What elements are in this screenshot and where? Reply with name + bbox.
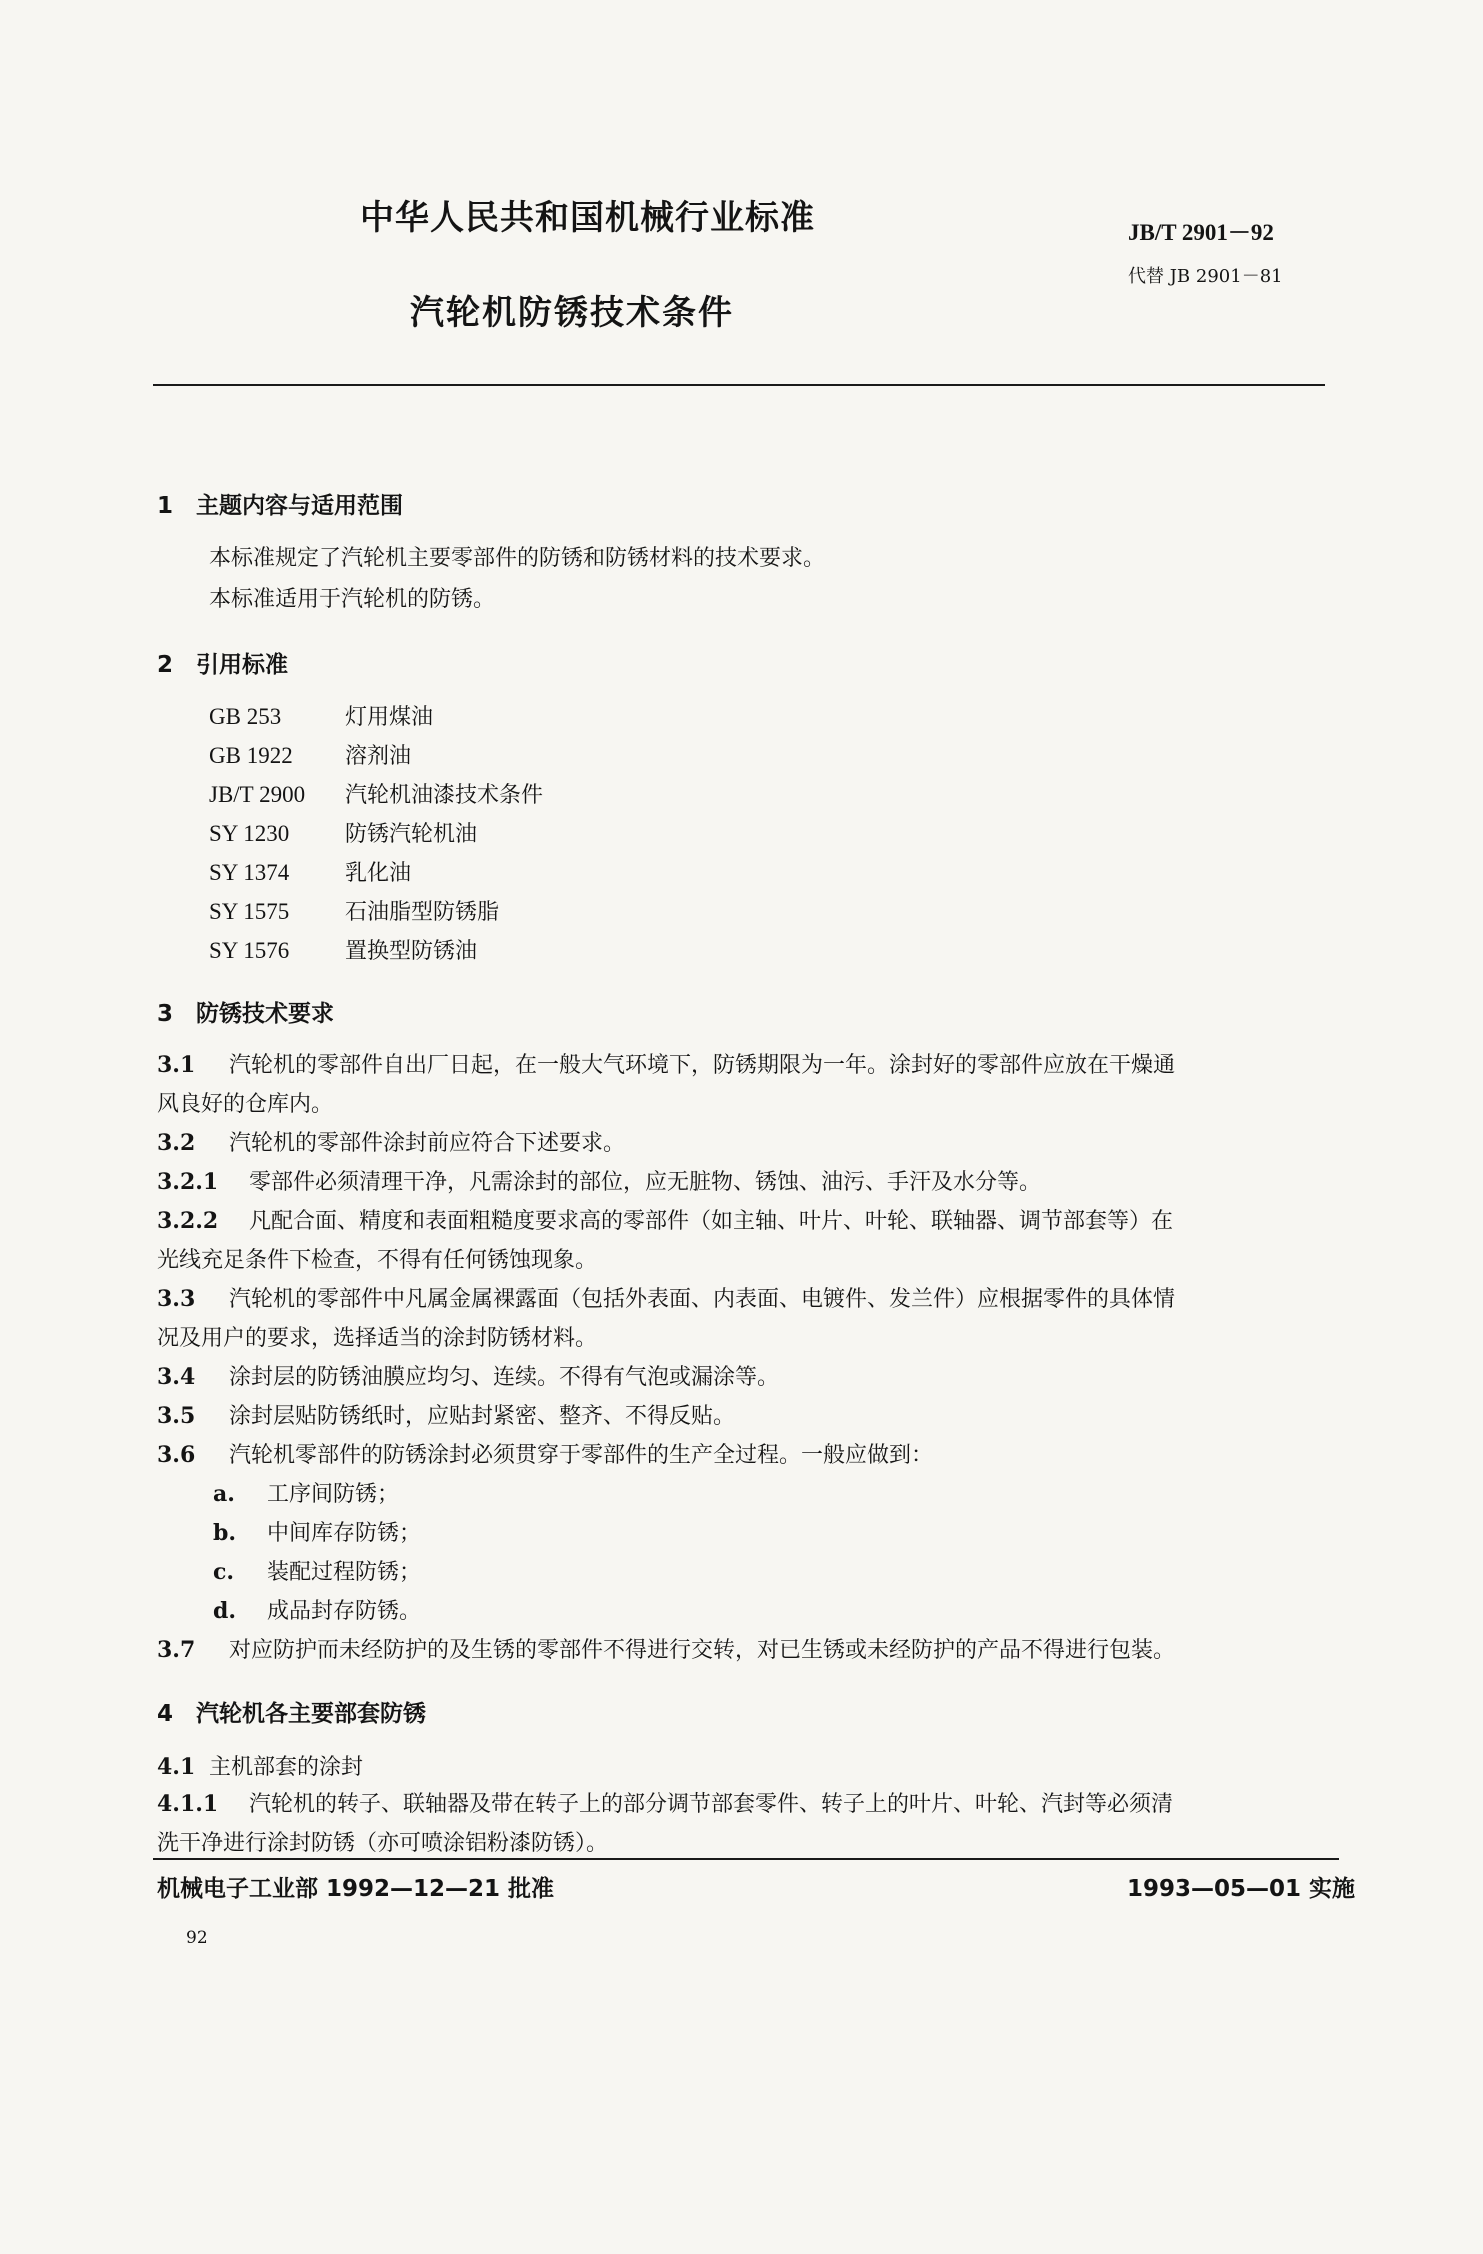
list-text: 中间库存防锈； xyxy=(267,1521,422,1546)
reference-name: 石油脂型防锈脂 xyxy=(345,900,500,925)
clause-3-2-2-continued: 光线充足条件下检查，不得有任何锈蚀现象。 xyxy=(157,1248,598,1273)
section-3-heading: 3 防锈技术要求 xyxy=(157,1001,335,1027)
list-marker: a. xyxy=(213,1481,235,1507)
replaces-note: 代替 JB 2901－81 xyxy=(1128,266,1283,287)
list-marker: b. xyxy=(213,1520,237,1546)
footer-divider xyxy=(153,1858,1339,1860)
reference-code: SY 1576 xyxy=(209,938,290,963)
clause-text: 汽轮机的零部件自出厂日起，在一般大气环境下，防锈期限为一年。涂封好的零部件应放在干燥通 xyxy=(229,1053,1176,1078)
reference-row xyxy=(209,778,543,809)
reference-row xyxy=(209,856,411,887)
clause-3-6 xyxy=(157,1438,933,1469)
reference-code: SY 1575 xyxy=(209,899,290,924)
reference-code: SY 1230 xyxy=(209,821,290,846)
clause-3-5 xyxy=(157,1399,735,1430)
list-item xyxy=(213,1516,421,1547)
reference-row xyxy=(209,700,433,731)
clause-text: 凡配合面、精度和表面粗糙度要求高的零部件（如主轴、叶片、叶轮、联轴器、调节部套等）在 xyxy=(249,1209,1174,1234)
clause-text: 涂封层贴防锈纸时，应贴封紧密、整齐、不得反贴。 xyxy=(229,1404,736,1429)
reference-name: 防锈汽轮机油 xyxy=(345,822,478,847)
clause-3-3-continued: 况及用户的要求，选择适当的涂封防锈材料。 xyxy=(157,1326,598,1351)
clause-3-2-1 xyxy=(157,1165,1041,1196)
document-title: 汽轮机防锈技术条件 xyxy=(410,293,734,333)
clause-number: 4.1 xyxy=(157,1754,196,1780)
clause-4-1-1-continued: 洗干净进行涂封防锈（亦可喷涂铝粉漆防锈）。 xyxy=(157,1831,609,1856)
list-item xyxy=(213,1555,421,1586)
reference-code: GB 253 xyxy=(209,704,282,729)
section-1-paragraph: 本标准规定了汽轮机主要零部件的防锈和防锈材料的技术要求。 xyxy=(209,546,826,571)
clause-text: 汽轮机的零部件涂封前应符合下述要求。 xyxy=(229,1131,626,1156)
reference-row xyxy=(209,895,499,926)
clause-text: 主机部套的涂封 xyxy=(209,1755,364,1780)
clause-4-1 xyxy=(157,1750,363,1781)
reference-code: GB 1922 xyxy=(209,743,293,768)
clause-number: 3.3 xyxy=(157,1286,196,1312)
list-text: 装配过程防锈； xyxy=(267,1560,422,1585)
clause-number: 3.1 xyxy=(157,1052,196,1078)
clause-number: 3.2.1 xyxy=(157,1169,219,1195)
clause-text: 对应防护而未经防护的及生锈的零部件不得进行交转，对已生锈或未经防护的产品不得进行包装。 xyxy=(229,1638,1176,1663)
list-text: 成品封存防锈。 xyxy=(267,1599,422,1624)
section-4-heading: 4 汽轮机各主要部套防锈 xyxy=(157,1701,427,1727)
clause-number: 3.7 xyxy=(157,1637,196,1663)
reference-name: 灯用煤油 xyxy=(345,705,434,730)
section-2-heading: 2 引用标准 xyxy=(157,652,289,678)
section-1-paragraph: 本标准适用于汽轮机的防锈。 xyxy=(209,587,496,612)
clause-4-1-1 xyxy=(157,1787,1173,1818)
reference-code: JB/T 2900 xyxy=(209,782,306,807)
reference-row xyxy=(209,934,477,965)
implementation-date: 1993—05—01 实施 xyxy=(1127,1876,1356,1902)
clause-text: 汽轮机的零部件中凡属金属裸露面（包括外表面、内表面、电镀件、发兰件）应根据零件的具体情 xyxy=(229,1287,1176,1312)
clause-text: 零部件必须清理干净，凡需涂封的部位，应无脏物、锈蚀、油污、手汗及水分等。 xyxy=(249,1170,1042,1195)
clause-number: 3.2.2 xyxy=(157,1208,219,1234)
clause-text: 汽轮机的转子、联轴器及带在转子上的部分调节部套零件、转子上的叶片、叶轮、汽封等必须清 xyxy=(249,1792,1174,1817)
clause-3-7 xyxy=(157,1633,1175,1664)
reference-name: 置换型防锈油 xyxy=(345,939,478,964)
list-marker: c. xyxy=(213,1559,235,1585)
list-item xyxy=(213,1477,399,1508)
reference-code: SY 1374 xyxy=(209,860,290,885)
list-item xyxy=(213,1594,421,1625)
clause-number: 3.5 xyxy=(157,1403,196,1429)
clause-3-2 xyxy=(157,1126,625,1157)
clause-3-1-continued: 风良好的仓库内。 xyxy=(157,1092,334,1117)
list-marker: d. xyxy=(213,1598,237,1624)
clause-text: 涂封层的防锈油膜应均匀、连续。不得有气泡或漏涂等。 xyxy=(229,1365,780,1390)
clause-number: 4.1.1 xyxy=(157,1791,219,1817)
clause-number: 3.2 xyxy=(157,1130,196,1156)
reference-row xyxy=(209,739,411,770)
reference-name: 乳化油 xyxy=(345,861,412,886)
page-number: 92 xyxy=(186,1928,208,1948)
standard-code: JB/T 2901－92 xyxy=(1128,220,1274,245)
clause-3-1 xyxy=(157,1048,1175,1079)
reference-name: 溶剂油 xyxy=(345,744,412,769)
approval-line: 机械电子工业部 1992—12—21 批准 xyxy=(157,1876,555,1902)
reference-row xyxy=(209,817,477,848)
header-divider xyxy=(153,384,1325,386)
reference-name: 汽轮机油漆技术条件 xyxy=(345,783,544,808)
org-title: 中华人民共和国机械行业标准 xyxy=(360,198,815,238)
clause-number: 3.4 xyxy=(157,1364,196,1390)
list-text: 工序间防锈； xyxy=(267,1482,400,1507)
clause-text: 汽轮机零部件的防锈涂封必须贯穿于零部件的生产全过程。一般应做到： xyxy=(229,1443,934,1468)
clause-number: 3.6 xyxy=(157,1442,196,1468)
clause-3-2-2 xyxy=(157,1204,1173,1235)
section-1-heading: 1 主题内容与适用范围 xyxy=(157,493,404,519)
clause-3-3 xyxy=(157,1282,1175,1313)
clause-3-4 xyxy=(157,1360,779,1391)
